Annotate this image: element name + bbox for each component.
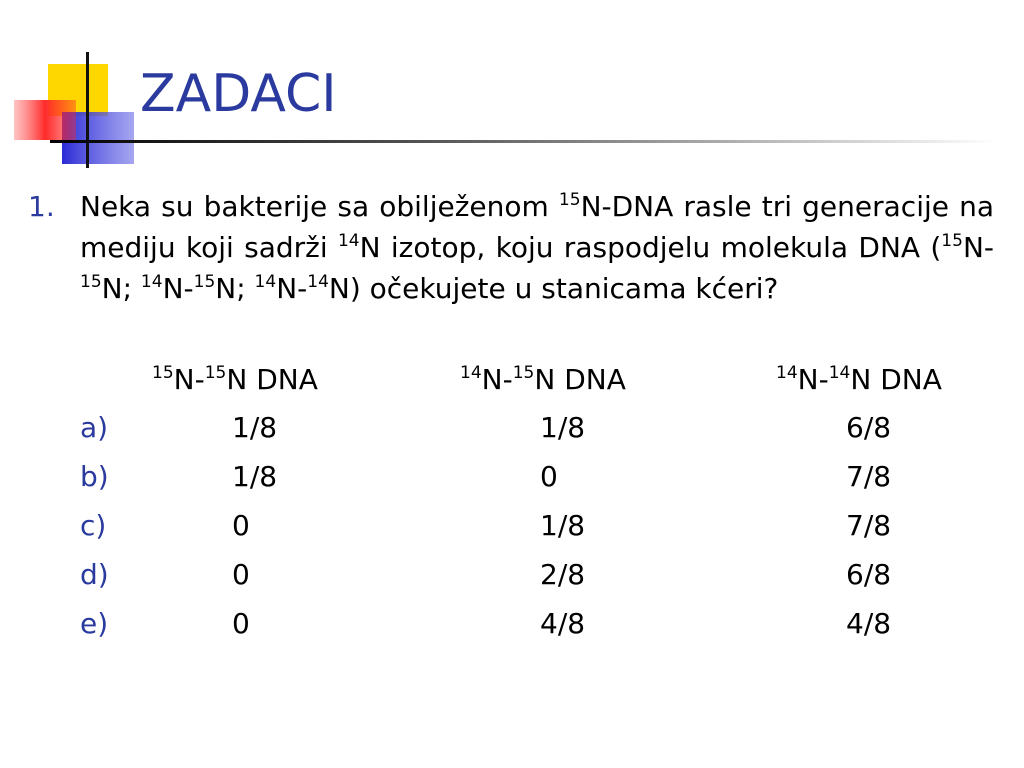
option-value-14n14n: 6/8 [846, 411, 892, 444]
option-value-14n15n: 2/8 [540, 558, 586, 591]
option-value-14n14n: 7/8 [846, 460, 892, 493]
column-header-15n-15n: $^{15}$N-$^{15}$N DNA [152, 363, 318, 396]
option-value-15n15n: 0 [232, 509, 250, 542]
option-value-14n14n: 4/8 [846, 607, 892, 640]
option-value-14n15n: 1/8 [540, 509, 586, 542]
option-value-15n15n: 1/8 [232, 460, 278, 493]
option-value-15n15n: 0 [232, 558, 250, 591]
column-header-14n-14n: $^{14}$N-$^{14}$N DNA [776, 363, 942, 396]
column-header-14n-15n: $^{14}$N-$^{15}$N DNA [460, 363, 626, 396]
slide-title: ZADACI [140, 64, 337, 124]
option-value-14n15n: 4/8 [540, 607, 586, 640]
option-value-14n15n: 0 [540, 460, 558, 493]
option-letter: b) [80, 460, 109, 493]
option-letter: c) [80, 509, 107, 542]
title-underline [50, 140, 1000, 143]
option-letter: a) [80, 411, 109, 444]
option-value-15n15n: 1/8 [232, 411, 278, 444]
question-number: 1. [28, 190, 55, 223]
question-block [28, 186, 994, 309]
option-value-14n15n: 1/8 [540, 411, 586, 444]
option-letter: d) [80, 558, 109, 591]
vertical-line [86, 52, 89, 168]
question-text: Neka su bakterije sa obilježenom $^{15}$N-DNA rasle tri generacije na mediju koji sadrži $^{14}$N izotop, koju raspodjelu molekula DNA ($^{15}$N-$^{15}$N; $^{14}$N-$^{15}$N; $^{14}$N-$^{14}$N) očekujete u stanicama kćeri? [80, 190, 995, 305]
option-value-14n14n: 6/8 [846, 558, 892, 591]
option-value-15n15n: 0 [232, 607, 250, 640]
option-value-14n14n: 7/8 [846, 509, 892, 542]
option-letter: e) [80, 607, 109, 640]
red-square [14, 100, 76, 140]
